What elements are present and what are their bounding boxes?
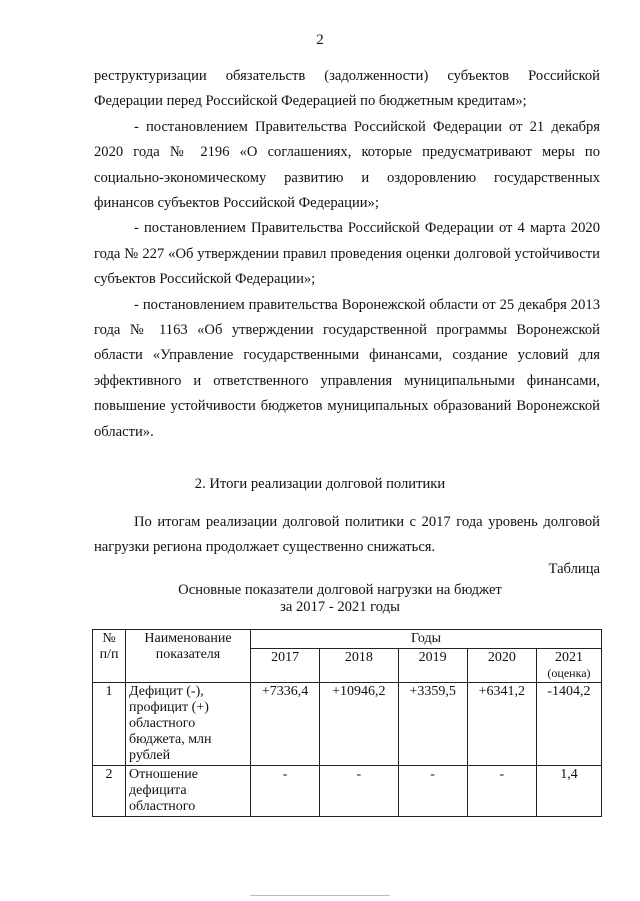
value-cell: 1,4 [536, 766, 601, 817]
year-cell: 2019 [398, 649, 467, 683]
row-name: Дефицит (-), профицит (+) областного бюджета, млн рублей [126, 683, 251, 766]
paragraph: По итогам реализации долговой политики с 2017 года уровень долговой нагрузки региона продолжает существенно снижаться. [94, 514, 600, 556]
year-label: 2021 [554, 650, 583, 665]
year-cell: 2020 [467, 649, 536, 683]
debt-indicators-table [92, 629, 602, 817]
value-cell: - [251, 766, 320, 817]
table-header-row [93, 630, 602, 649]
table-row [93, 766, 602, 817]
table-label: Таблица [548, 561, 600, 577]
paragraph: - постановлением Правительства Российской Федерации от 4 марта 2020 года № 227 «Об утверждении правил проведения оценки долговой устойчивости субъектов Российской Федерации»; [94, 220, 600, 288]
year-cell-estimate [536, 649, 601, 683]
row-number: 1 [93, 683, 126, 766]
value-cell: +10946,2 [320, 683, 398, 766]
table-row [93, 683, 602, 766]
estimate-note: (оценка) [547, 666, 591, 680]
intro-paragraph [94, 510, 600, 561]
year-cell: 2017 [251, 649, 320, 683]
body-text [94, 64, 600, 445]
value-cell: +6341,2 [467, 683, 536, 766]
paragraph: реструктуризации обязательств (задолженности) субъектов Российской Федерации перед Российской Федерацией по бюджетным кредитам»; [94, 68, 600, 110]
value-cell: +3359,5 [398, 683, 467, 766]
value-cell: - [320, 766, 398, 817]
scan-edge-line [250, 895, 390, 896]
value-cell: - [467, 766, 536, 817]
table-title-line: Основные показатели долговой нагрузки на бюджет [178, 582, 502, 598]
row-name: Отношение дефицита областного [126, 766, 251, 817]
page-number: 2 [316, 32, 324, 48]
paragraph: - постановлением Правительства Российской Федерации от 21 декабря 2020 года № 2196 «О соглашениях, которые предусматривают меры по социально-экономическому развитию и оздоровлению государственных финансов субъектов Российской Федерации»; [94, 118, 600, 212]
paragraph: - постановлением правительства Воронежской области от 25 декабря 2013 года № 1163 «Об утверждении государственной программы Воронежской области «Управление государственными финансами, создание условий для эффективного и ответственного управления муниципальными финансами, повышение устойчивости бюджетов муниципальных образований Воронежской области». [94, 296, 600, 440]
table-title-line: за 2017 - 2021 годы [280, 599, 400, 615]
header-no: № п/п [93, 630, 126, 683]
table-title [150, 582, 530, 616]
section-heading: 2. Итоги реализации долговой политики [194, 476, 446, 492]
value-cell: -1404,2 [536, 683, 601, 766]
header-name: Наименование показателя [126, 630, 251, 683]
header-years: Годы [251, 630, 602, 649]
value-cell: - [398, 766, 467, 817]
row-number: 2 [93, 766, 126, 817]
value-cell: +7336,4 [251, 683, 320, 766]
year-cell: 2018 [320, 649, 398, 683]
